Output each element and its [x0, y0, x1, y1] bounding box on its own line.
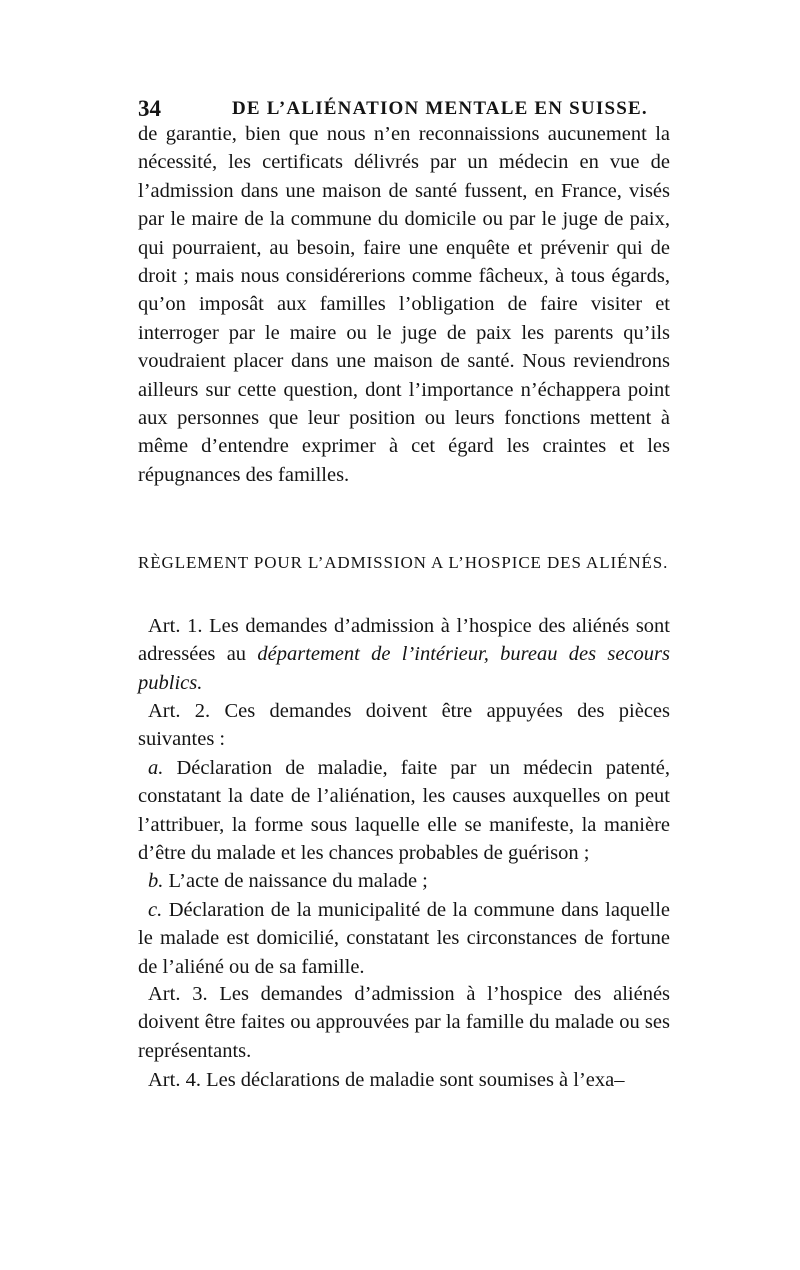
item-b	[138, 867, 670, 895]
article-2-label: Art. 2.	[148, 700, 211, 722]
article-3	[138, 980, 670, 1065]
article-1-text: Les demandes d’admission à l’hospice des aliénés sont adressées au	[138, 615, 671, 666]
page-number: 34	[138, 96, 161, 121]
item-c-text: Déclaration de la municipalité de la commune dans laquelle le malade est domicilié, constatant les circonstances de fortune de l’aliéné ou de sa famille.	[138, 899, 671, 978]
item-c	[138, 896, 670, 981]
article-4	[138, 1066, 670, 1094]
article-1	[138, 612, 670, 697]
item-c-label: c.	[148, 899, 163, 921]
article-4-text: Les déclarations de maladie sont soumises à l’exa–	[206, 1069, 625, 1091]
item-b-label: b.	[148, 870, 164, 892]
item-a	[138, 754, 670, 868]
item-b-text: L’acte de naissance du malade ;	[168, 870, 428, 892]
article-1-label: Art. 1.	[148, 615, 203, 637]
item-a-label: a.	[148, 757, 164, 779]
article-3-label: Art. 3.	[148, 983, 208, 1005]
article-2-text: Ces demandes doivent être appuyées des pièces suivantes :	[138, 700, 671, 751]
paragraph-1: de garantie, bien que nous n’en reconnaissions aucunement la nécessité, les certificats délivrés par un médecin en vue de l’admission dans une maison de santé fussent, en France, visés par le maire de la commune du domicile ou par le juge de paix, qui pourraient, au besoin, faire une enquête et prévenir qui de droit ; mais nous considérerions comme fâcheux, à tous égards, qu’on imposât aux familles l’obligation de faire visiter et interroger par le maire ou le juge de paix les parents qu’ils voudraient placer dans une maison de santé. Nous reviendrons ailleurs sur cette question, dont l’importance n’échappera point aux personnes que leur position ou leurs fonctions mettent à même d’entendre exprimer à cet égard les craintes et les répugnances des familles.	[138, 123, 670, 486]
article-3-text: Les demandes d’admission à l’hospice des aliénés doivent être faites ou approuvées par la famille du malade ou ses représentants.	[138, 983, 671, 1062]
item-a-text: Déclaration de maladie, faite par un médecin patenté, constatant la date de l’aliénation, les causes auxquelles on peut l’attribuer, la forme sous laquelle elle se manifeste, la manière d’être du malade et les chances probables de guérison ;	[138, 757, 671, 865]
running-title: DE L’ALIÉNATION MENTALE EN SUISSE.	[232, 98, 648, 119]
section-heading: RÈGLEMENT POUR L’ADMISSION A L’HOSPICE DES ALIÉNÉS.	[138, 553, 669, 572]
article-2	[138, 697, 670, 754]
article-4-label: Art. 4.	[148, 1069, 201, 1091]
article-1-italic: département de l’intérieur, bureau des secours publics.	[138, 643, 670, 694]
